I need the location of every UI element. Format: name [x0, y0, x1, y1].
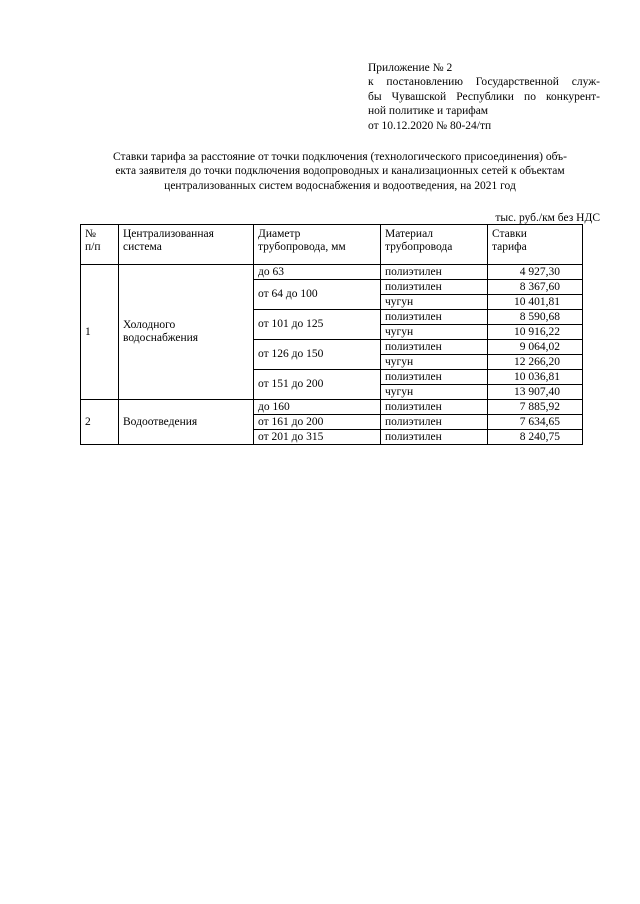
tariff-table — [80, 224, 583, 445]
cell-diameter: от 161 до 200 — [254, 415, 381, 430]
appendix-line: ной политике и тарифам — [368, 105, 489, 118]
title-line: централизованных систем водоснабжения и водоотведения, на 2021 год — [164, 179, 516, 192]
cell-rate: 10 036,81 — [488, 370, 583, 385]
cell-material: чугун — [381, 325, 488, 340]
cell-material: чугун — [381, 385, 488, 400]
document-title — [79, 150, 601, 193]
cell-rate: 12 266,20 — [488, 355, 583, 370]
header-rate-line: Ставки — [492, 228, 527, 240]
cell-rate: 4 927,30 — [488, 265, 583, 280]
header-rate — [488, 225, 583, 265]
title-line: екта заявителя до точки подключения водопроводных и канализационных сетей к объектам — [115, 165, 565, 178]
header-diameter-line: Диаметр — [258, 228, 301, 240]
header-system-line: Централизованная — [123, 228, 214, 240]
cell-material: полиэтилен — [381, 310, 488, 325]
cell-diameter: от 126 до 150 — [254, 340, 381, 370]
units-note: тыс. руб./км без НДС — [495, 212, 600, 224]
cell-rate: 10 916,22 — [488, 325, 583, 340]
cell-diameter: до 63 — [254, 265, 381, 280]
cell-material: полиэтилен — [381, 415, 488, 430]
cell-system: Водоотведения — [119, 400, 254, 445]
header-num-line: п/п — [85, 241, 101, 253]
header-material-line: Материал — [385, 228, 434, 240]
cell-diameter: до 160 — [254, 400, 381, 415]
title-line: Ставки тарифа за расстояние от точки подключения (технологического присоединения) объ- — [113, 151, 567, 163]
cell-material: полиэтилен — [381, 340, 488, 355]
cell-material: полиэтилен — [381, 430, 488, 445]
appendix-line: бы Чувашской Республики по конкурент- — [368, 90, 600, 103]
cell-num: 2 — [81, 400, 119, 445]
table-header-row — [81, 225, 583, 265]
cell-material: полиэтилен — [381, 265, 488, 280]
cell-system: Холодного водоснабжения — [119, 265, 254, 400]
header-system-line: система — [123, 241, 162, 253]
header-diameter — [254, 225, 381, 265]
header-num — [81, 225, 119, 265]
header-system — [119, 225, 254, 265]
cell-material: полиэтилен — [381, 400, 488, 415]
appendix-line: Приложение № 2 — [368, 62, 453, 74]
cell-rate: 7 634,65 — [488, 415, 583, 430]
appendix-line: к постановлению Государственной служ- — [368, 76, 600, 89]
header-num-line: № — [85, 228, 96, 240]
cell-material: чугун — [381, 355, 488, 370]
cell-rate: 9 064,02 — [488, 340, 583, 355]
cell-rate: 10 401,81 — [488, 295, 583, 310]
table-row — [81, 400, 583, 415]
cell-rate: 8 240,75 — [488, 430, 583, 445]
cell-material: полиэтилен — [381, 370, 488, 385]
header-material-line: трубопровода — [385, 241, 453, 253]
cell-rate: 8 367,60 — [488, 280, 583, 295]
cell-diameter: от 201 до 315 — [254, 430, 381, 445]
appendix-line: от 10.12.2020 № 80-24/тп — [368, 119, 492, 132]
header-material — [381, 225, 488, 265]
cell-rate: 7 885,92 — [488, 400, 583, 415]
cell-diameter: от 101 до 125 — [254, 310, 381, 340]
header-rate-line: тарифа — [492, 241, 527, 253]
cell-num: 1 — [81, 265, 119, 400]
cell-diameter: от 151 до 200 — [254, 370, 381, 400]
header-diameter-line: трубопровода, мм — [258, 241, 346, 253]
cell-rate: 8 590,68 — [488, 310, 583, 325]
cell-rate: 13 907,40 — [488, 385, 583, 400]
appendix-block — [368, 61, 600, 133]
cell-material: полиэтилен — [381, 280, 488, 295]
table-row — [81, 265, 583, 280]
cell-material: чугун — [381, 295, 488, 310]
cell-diameter: от 64 до 100 — [254, 280, 381, 310]
